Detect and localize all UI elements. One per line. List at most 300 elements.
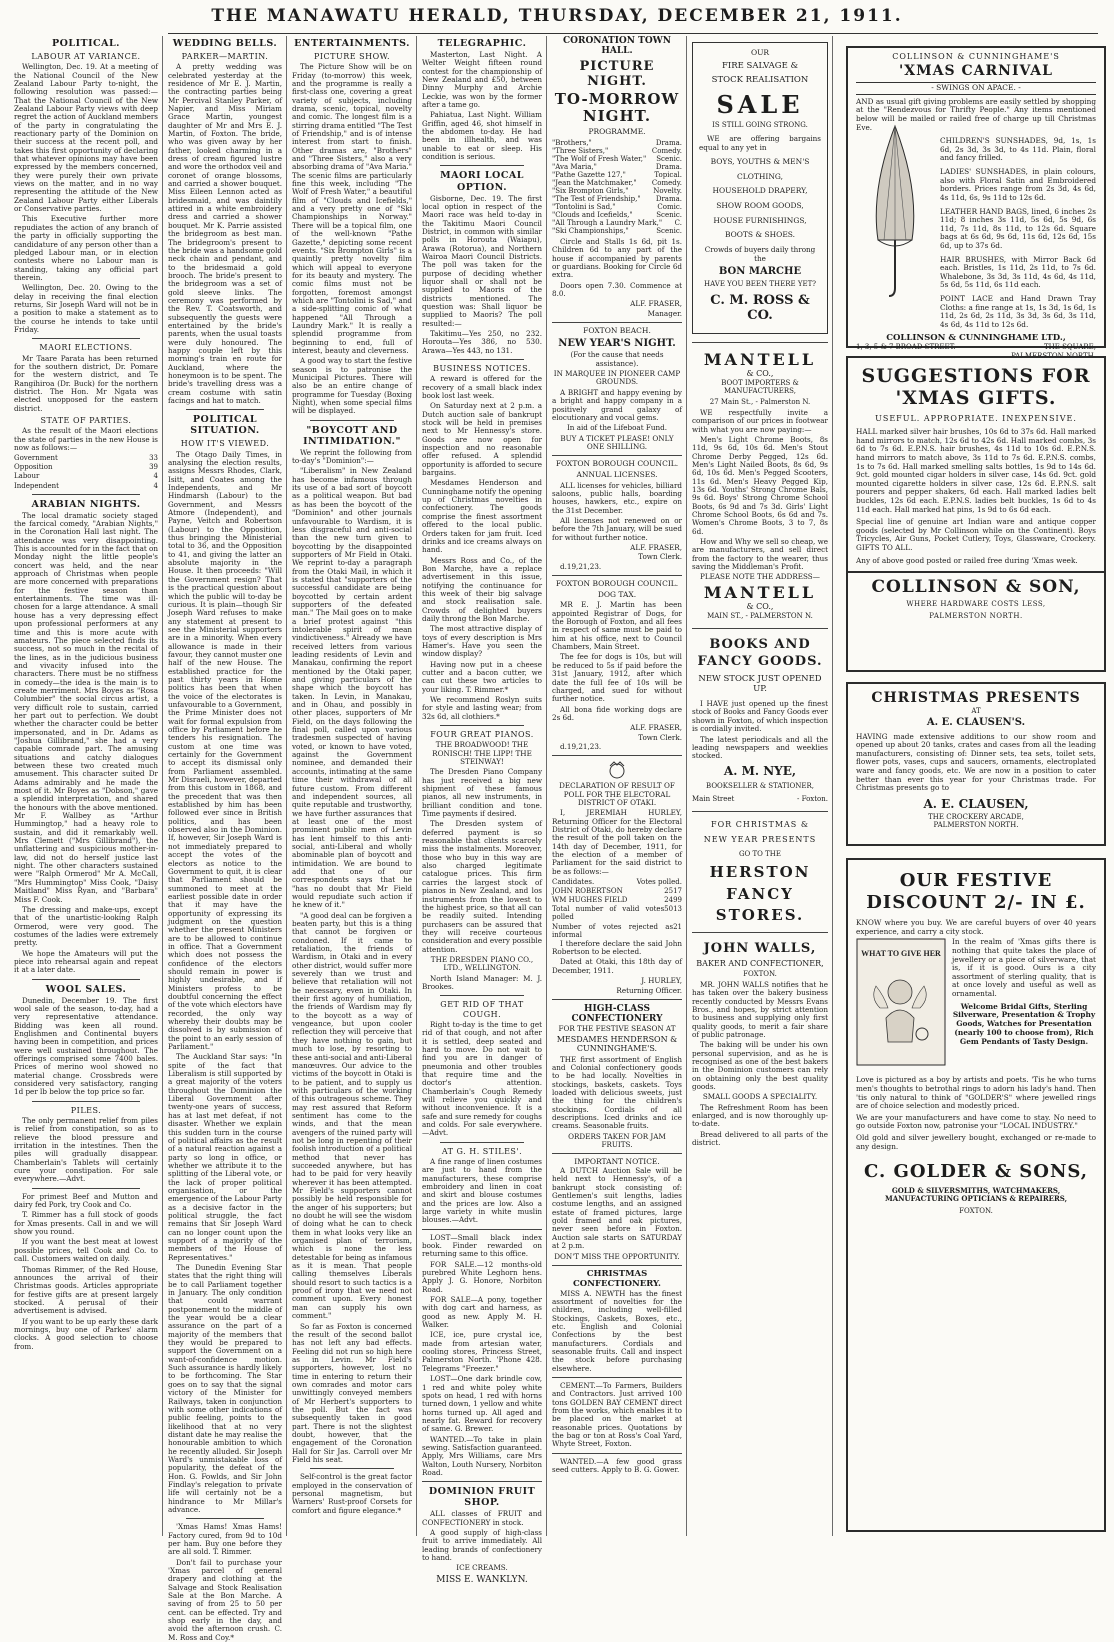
film-title: "The Wolf of Fresh Water," xyxy=(552,154,647,163)
party-row xyxy=(14,472,158,480)
pianos-para: The Dresden system of deferred payment is so reasonable that clients scarcely miss the instalments. Moreover, those who buy in this way are also charged legitimate catalogue prices. This firm carries the largest stock of pianos in New Zealand, and los instruments from the lowest to the highest price, so that all can be readily suited. Intending purchasers can be assured that they will receive courteous consideration and every possible attention. xyxy=(422,819,542,954)
arabian-nights-heading: ARABIAN NIGHTS. xyxy=(31,498,141,510)
nye-name: A. M. NYE, xyxy=(723,763,797,778)
film-kind: Scenic. xyxy=(656,227,682,236)
confectionery-sub: FOR THE FESTIVE SEASON AT xyxy=(558,1023,676,1033)
dog-tax-body: The fee for dogs is 10s, but will be reduced to 5s if paid before the 31st January, 1912, after which date the full fee of 10s will be charged, and sued for without further notice. xyxy=(552,652,682,704)
political-situation-subhead: HOW IT'S VIEWED. xyxy=(180,439,270,449)
ross-line: CLOTHING, xyxy=(736,171,784,181)
business-notice: Mesdames Henderson and Cunninghame notify the opening up of Christmas novelties in confectionery. The goods comprise the finest assortment offered to the local public. Orders taken for jam fruit. Iced drinks and ice creams always on hand. xyxy=(422,478,542,555)
total-label: Total number of valid votes polled xyxy=(552,905,665,922)
state-of-parties-heading: STATE OF PARTIES. xyxy=(40,415,132,425)
candidate-votes: 2517 xyxy=(664,887,682,896)
film-title: "Brothers," xyxy=(552,138,592,147)
fruit-shop-heading: DOMINION FRUIT SHOP. xyxy=(428,1486,536,1509)
divider xyxy=(186,409,264,410)
clausen-arcade: THE CROCKERY ARCADE, xyxy=(928,812,1024,821)
wool-sales-para: Dunedin, December 19. The first wool sale of the season, to-day, had a very representative attendance. Bidding was keen all round. Englishmen and Continental buyers having been in competition, and prices were well sustained throughout. The offerings comprised some 7400 bales. Prices of merino wool showed no material change. Crossbreds were considered very satisfactory, ranging 1d per lb below the top price so far. xyxy=(14,995,158,1097)
walls-body: Bread delivered to all parts of the district. xyxy=(692,1129,828,1148)
confectionery-heading: HIGH-CLASS CONFECTIONERY xyxy=(571,1003,663,1025)
poll-row xyxy=(552,887,682,895)
golder-town: FOXTON. xyxy=(959,1207,993,1216)
local-notice: Self-control is the great factor employed in the conservation of personal magnetism, but Warners' Rust-proof Corsets for comfort and figure elegance.* xyxy=(292,1472,412,1515)
beach-ticket: BUY A TICKET PLEASE! ONLY ONE SHILLING. xyxy=(560,433,674,451)
party-value: 39 xyxy=(149,463,158,472)
local-notice: Thomas Rimmer, of the Red House, announces the arrival of their Christmas goods. Articles appropriate for festive gifts are at present largely stocked. A perusal of their advertisement is advised. xyxy=(14,1264,158,1316)
books-body: I HAVE just opened up the finest stock of Books and Fancy Goods ever shown in Foxton, of which inspection is cordially invited. xyxy=(692,699,828,734)
divider xyxy=(692,811,828,812)
candidate-name: JOHN ROBERTSON xyxy=(552,887,623,896)
pianos-heading: FOUR GREAT PIANOS. xyxy=(430,730,534,740)
important-notice-tag: DON'T MISS THE OPPORTUNITY. xyxy=(554,1251,680,1261)
political-heading: POLITICAL. xyxy=(52,38,120,49)
film-kind: Scenic. xyxy=(656,154,682,163)
programme-item xyxy=(552,227,682,235)
new-years-night: NEW YEAR'S NIGHT. xyxy=(558,337,676,349)
divider xyxy=(692,932,828,933)
divider xyxy=(552,575,682,576)
poll-header xyxy=(552,878,682,886)
confectionery-body: THE first assortment of English and Colonial confectionery goods to be had locally. Novelties in stockings, baskets, caskets. Toys loaded with delicious sweets, just the thing for the children's stockings. Cordials of all descriptions. Iced drinks and ice creams. Seasonable fruits. xyxy=(552,1054,682,1131)
maori-elections-heading: MAORI ELECTIONS. xyxy=(39,343,133,353)
candidate-votes: 2499 xyxy=(664,896,682,905)
party-label: Opposition xyxy=(14,463,53,472)
arabian-nights-para: The local dramatic society staged the farcical comedy, "Arabian Nights," in the Coronation Hall last night. The attendance was very disappointing. This is accounted for in the fact that on Monday night the little people's concert was held, and the near approach of Christmas when people are more concerned with preparations for the festive season than entertainments. The time was ill-chosen for a large attendance. A small house has a very depressing effect upon professional performers at any time and this is more acute with amateurs. The piece selected finds its success, not so much in the recital of the lines, as in the judicious business and vivacity infused into the characters. There must be no stiffness in comedy—the idea is the main is to create merriment. Mrs Boyes as "Rosa Columbier" the social circus artist, a very difficult role to sustain, carried her part out to perfection. We doubt whether the character could be better impersonated, and in Dr. Adams as "Joshua Gillibrand," she had a very capable comrade part. The amusing situations and catchy dialogues between these two created much amusement. This character suited Dr Adams admirably and he made the most of it. Mr Boyes as "Dobson," gave a splendid interpretation, and shared the honours with the above mentioned. Mr F. Wallbey as "Arthur Hummingtop," had a heavy role to sustain, and did it remarkably well. Mrs Clemett ("Mrs Gillibrand"), the unflattering and suspicious mother-in-law, did not do herself justice last night. The other characters sustained were "Ralph Ormerod" Mr A. McCall, "Mrs Hummingtop" Miss Cook, "Daisy Maitland" Miss Ryan, and "Barbara" Miss F. Cook. xyxy=(14,510,158,904)
divider xyxy=(552,1265,682,1266)
dog-tax-body: All bona fide working dogs are 2s 6d. xyxy=(552,704,682,722)
local-notice: T. Rimmer has a full stock of goods for Xmas presents. Call in and we will show you round. xyxy=(14,1210,158,1237)
divider xyxy=(310,1468,394,1469)
column-6 xyxy=(692,36,828,1536)
film-title: "All Through a Laundry Mark," xyxy=(552,218,663,227)
stiles-para: A fine range of linen costumes are just to hand from the manufacturers, these comprise embroidery and linen in coat and skirt and blouse costumes and the prices are low. Also a large variety in white muslin blouses.—Advt. xyxy=(422,1156,542,1225)
entertainments-para: A good way to start the festive season is to patronise the Municipal Pictures. There will also be an entire change of programme for Tuesday (Boxing Night), when some special films will be displayed. xyxy=(292,356,412,416)
mantell-how: How and Why we sell so cheap, we are manufacturers, and sell direct from the factory to the wearer, thus saving the Middleman's Profit. xyxy=(692,537,828,572)
divider xyxy=(552,322,682,323)
political-situation-heading: POLITICAL SITUATION. xyxy=(190,414,260,437)
business-notices-heading: BUSINESS NOTICES. xyxy=(433,364,531,374)
beach-marquee: IN MARQUEE IN PIONEER CAMP GROUNDS. xyxy=(553,369,681,387)
clausen-name: A. E. CLAUSEN'S. xyxy=(926,716,1026,728)
maori-local-option-para: Gisborne, Dec. 19. The first local option in respect of the Maori race was held to-day in the Takitimu Maori Council District, in common with similar polls in Horouta (Waiapu), Arawa (Rotorua), and Northern Wairoa Maori Council Districts. The poll was taken for the purpose of deciding whether liquor shall or shall not be supplied to Maoris of the districts mentioned. The question was: Shall liquor be supplied to Maoris? The poll resulted:— xyxy=(422,193,542,328)
party-value: 4 xyxy=(153,472,158,481)
divider xyxy=(440,359,524,360)
column-rule xyxy=(162,36,163,1536)
suggestions-special: Special line of genuine art Indian ware and antique copper goods (selected by Mr Collinson while on the Continent). Boys Tricycles, Air Guns, Pocket Cutlery, Toys, Glassware, Crockery. GIFTS TO ALL. xyxy=(856,517,1096,553)
herston-line-2: NEW YEAR PRESENTS xyxy=(703,834,817,844)
political-situation-para: The Otago Daily Times, in analysing the election results, assigns Messrs Rhodes, Clark, Isitt, and Coates among the Independents, and Mr Hindmarsh (Labour) to the Government, and Messrs Atmore (Independent), and Payne, Veitch and Robertson (Labour) to the Opposition, thus bringing the Ministerial total to 36, and the Opposition to 41, and giving the latter an absolute majority in the House. It then proceeds: "Will the Government resign? That is the practical question about which the public will to-day be curious. It is plain—though Sir Joseph Ward refuses to make any statement at present to see the Ministerial supporters are in a minority. When every allowance is made in their favour, they cannot muster one half of the new House. The established practice for the past thirty years in Home politics has been that when the voice of the electorates is unfavourable to a Government, the Prime Minister does not wait for formal expulsion from office by Parliament before he tenders his resignation. The custom at one time was certainly for the Government to accept its dismissal only from Parliament assembled. Mr Disraeli, however, departed from this custom in 1868, and the precedent that was then established by him has been followed ever since in British politics, and has been observed also in the Dominion. If, however, Sir Joseph Ward is not immediately prepared to accept the votes of the electors as notice to the Government to quit, it is clear that Parliament should be summoned to meet at the earliest possible date in order that it may have the opportunity of expressing its judgment on the question whether the present Ministers are to be allowed to continue in office. That a Government which does not possess the confidence of the electors should remain in power is highly undesirable, and if Ministers profess to be doubtful concerning the effect of the vote which electors have recorded, the only way whereby their doubts may be dissolved is by submission of the point to an early session of Parliament." xyxy=(168,449,282,1052)
signature-role: Returning Officer. xyxy=(616,985,682,995)
political-para: This Executive further more repudiates the action of any branch of the party in officially supporting the candidature of any person other than a pledged Labour man, or in election contests where no Labour man is standing, taking any official part therein. xyxy=(14,214,158,282)
stiles-heading: AT G. H. STILES'. xyxy=(441,1146,523,1156)
telegraphic-para: Pahiatua, Last Night. William Griffin, aged 46, shot himself in the abdomen to-day. He had been in illhealth, and was unable to eat or sleep. His condition is serious. xyxy=(422,110,542,162)
total-votes: 5013 xyxy=(664,905,682,914)
suggestions-advert xyxy=(846,356,1106,672)
ross-bon-marche: BON MARCHE xyxy=(718,265,802,277)
film-kind: Drama. xyxy=(655,138,682,147)
divider xyxy=(32,494,140,495)
classified-ad: ICE, ice, pure crystal ice, made from artesian water, cooling stores, Princess Street, Palmerston North. 'Phone 428. Telegrams "Freezer." xyxy=(422,1330,542,1373)
mantell-trade: BOOT IMPORTERS & MANUFACTURERS, xyxy=(721,378,799,395)
telegraphic-heading: TELEGRAPHIC. xyxy=(437,38,527,49)
film-title: "The Test of Friendship," xyxy=(552,194,641,203)
books-body: The latest periodicals and all the leading newspapers and weeklies stocked. xyxy=(692,734,828,761)
clausen-name-2: A. E. CLAUSEN, xyxy=(923,796,1029,811)
film-kind: Comedy. xyxy=(651,178,682,187)
carnival-swings: - SWINGS ON APACE. - xyxy=(856,82,1096,95)
declaration-declare: I therefore declare the said John Robertson to be elected. xyxy=(552,938,682,957)
candidate-name: WM HUGHES FIELD xyxy=(552,896,628,905)
votes-label: Votes polled. xyxy=(636,878,682,887)
carnival-item: LADIES' SUNSHADES, in plain colours, also with Floral Satin and Embroidered borders. Prices range from 2s 3d, 4s 6d, 4s 11d, 6s, 9s 11d to 12s 6d. xyxy=(940,167,1096,202)
programme-item xyxy=(552,187,682,195)
walls-body: The Refreshment Room has been enlarged, and is now thoroughly up-to-date. xyxy=(692,1102,828,1129)
local-notice: If you want the best meat at lowest possible prices, tell Cook and Co. to call. Customers waited on daily. xyxy=(14,1237,158,1264)
carnival-item: HAIR BRUSHES, with Mirror Back 6d each. Bristles, 1s 11d, 2s 11d, to 7s 6d. Whalebone, 3s 3d, 3s 11d, 4s 6d, 4s 11d, 5s 6d, 5s 11d, 6s 11d each. xyxy=(940,254,1096,290)
programme-item xyxy=(552,139,682,147)
classified-ad: FOR SALE—A pony, together with dog cart and harness, as good as new. Apply M. H. Walker. xyxy=(422,1295,542,1330)
programme-item xyxy=(552,155,682,163)
signature: J. HURLEY, xyxy=(641,976,682,986)
business-notice: Messrs Ross and Co., of the Bon Marche, have a replace advertisement in this issue, notifying the continuance for this week of their big salvage and stock realisation sale. Crowds of delighted buyers daily throng the Bon Marche. xyxy=(422,555,542,623)
candidates-label: Candidates. xyxy=(552,878,595,887)
ross-crowds: Crowds of buyers daily throng the xyxy=(704,245,816,263)
notice-ref: d.19,21,23. xyxy=(560,741,602,751)
column-3 xyxy=(292,36,412,1536)
golder-trade: GOLD & SILVERSMITHS, WATCHMAKERS, MANUFACTURING OPTICIANS & REPAIRERS, xyxy=(884,1185,1068,1203)
clausen-heading: CHRISTMAS PRESENTS xyxy=(871,690,1081,706)
divider xyxy=(422,1229,542,1230)
party-row xyxy=(14,463,158,471)
divider xyxy=(552,1453,682,1454)
divider xyxy=(422,1481,542,1482)
golder-manufacturers: We are your manufacturers and have come to stay. No need to go outside Foxton now, patronise your "LOCAL INDUSTRY." xyxy=(856,1112,1096,1131)
ross-our: OUR xyxy=(750,48,770,57)
dog-tax-heading: FOXTON BOROUGH COUNCIL. xyxy=(555,579,679,589)
carnival-firm: COLLINSON & CUNNINGHAME'S xyxy=(892,52,1060,61)
ross-line: HOUSEHOLD DRAPERY, xyxy=(712,186,808,196)
carnival-footer: COLLINSON & CUNNINGHAME LTD., xyxy=(886,333,1066,344)
herston-line-3: GO TO THE xyxy=(738,850,782,859)
divider xyxy=(692,342,828,343)
divider xyxy=(32,338,140,339)
wool-sales-heading: WOOL SALES. xyxy=(45,983,127,995)
classified-ad: FOR SALE.—12 months-old purebred White Leghorn hens. Apply J. G. Honore, Norbiton Road. xyxy=(422,1259,542,1294)
nye-street: Main Street xyxy=(692,794,735,803)
herston-name-2: FANCY xyxy=(726,884,794,903)
divider xyxy=(552,755,682,756)
mantell-note: PLEASE NOTE THE ADDRESS— xyxy=(700,572,820,582)
local-notice: For primest Beef and Mutton and dairy fed Pork, try Cook and Co. xyxy=(14,1191,158,1210)
divider xyxy=(32,1188,140,1189)
political-situation-para: The Dunedin Evening Star states that the right thing will be to call Parliament together in January. The only condition that could warrant postponement to the middle of the year would be a clear assurance on the part of a majority of the members that they would be prepared to support the Government on a want-of-confidence motion. Such assurance is hardly likely to be forthcoming. The Star goes on to say that the signal victory of the Minister for Railways, taken in conjunction with some other indications of public feeling, points to the likelihood that at no very distant date he may realise the honourable ambition to which he recently alluded. Sir Joseph Ward's unmistakable loss of popularity, the defeat of the Hon. G. Fowlds, and Sir John Findlay's relegation to private life will certainly not be a hindrance to Mr Millar's advance. xyxy=(168,1263,282,1514)
signature-role: Town Clerk. xyxy=(638,552,682,562)
collinson-son-tag: WHERE HARDWARE COSTS LESS, xyxy=(906,600,1046,609)
political-situation-para: The Auckland Star says: "In spite of the fact that Liberalism is still supported by a great majority of the voters throughout the Dominion the Liberal Government after twenty-one years of success, has at last met defeat, if not disaster. Whether we explain this sudden turn in the course of political affairs as the result of a natural reaction against a party so long in office, or whether we attribute it to the splitting of the Liberal vote, or the lack of proper political organisation, or the emergence of the Labour Party as a decisive factor in the political struggle, the fact remains that Sir Joseph Ward can no longer count upon the support of a majority of the members of the House of Representatives." xyxy=(168,1052,282,1262)
books-heading: BOOKS AND FANCY GOODS. xyxy=(697,636,823,669)
film-kind: C. xyxy=(674,218,682,227)
boycott-para: We reprint the following from to-day's "Dominion":— xyxy=(292,447,412,466)
nye-address xyxy=(692,795,828,803)
foxton-beach-heading: FOXTON BEACH. xyxy=(583,326,651,336)
divider xyxy=(32,979,140,980)
divider xyxy=(440,165,524,166)
mantell-address-2: MAIN ST., - PALMERSTON N. xyxy=(707,611,813,620)
column-1 xyxy=(14,36,158,1536)
signature: ALF. FRASER, xyxy=(630,723,682,733)
political-para: Wellington, Dec. 19. At a meeting of the National Council of the New Zealand Labour Party to-night, the following resolution was passed:— That the National Council of the New Zealand Labour Party views with deep regret the action of Auckland members of the party in congratulating the reactionary party of the Dominion on their success at the recent poll, and takes this first opportunity of declaring that whatever opinions may have been expressed by the members concerned, they were purely their own private views on the matter, and in no way representing the attitude of the New Zealand Labour Party either Liberals or Conservative parties. xyxy=(14,62,158,214)
nye-role: BOOKSELLER & STATIONER, xyxy=(706,782,814,791)
signature-role: Town Clerk. xyxy=(638,732,682,742)
programme-item xyxy=(552,171,682,179)
programme-item xyxy=(552,179,682,187)
fruit-shop-para: A good supply of high-class fruit to arrive immediately. All leading brands of confectionery to hand. xyxy=(422,1528,542,1563)
ross-firm: C. M. ROSS & CO. xyxy=(710,292,810,323)
piles-para: The only permanent relief from piles is relief from constipation, so as to relieve the blood pressure and irritation in the intestines. Then the piles will gradually disappear. Chamberlain's Tablets will certainly cure your constipation. For sale everywhere.—Advt. xyxy=(14,1116,158,1184)
licenses-heading: FOXTON BOROUGH COUNCIL. xyxy=(555,459,679,469)
film-kind: Novelty. xyxy=(653,186,682,195)
collinson-son-name: COLLINSON & SON, xyxy=(871,577,1081,598)
film-title: "Jean the Matchmaker," xyxy=(552,178,637,187)
carnival-address xyxy=(856,343,1096,351)
programme-label: PROGRAMME. xyxy=(588,126,646,136)
declaration-dated: Dated at Otaki, this 18th day of December, 1911. xyxy=(552,957,682,975)
maori-local-option-heading: MAORI LOCAL OPTION. xyxy=(440,170,524,193)
golder-old-gold: Old gold and silver jewellery bought, exchanged or re-made to any design. xyxy=(856,1133,1096,1151)
boycott-para: So far as Foxton is concerned the result of the second ballot has not left any bad effects. Feeling did not run so high here as in Levin. Mr Field's supporters, however, lost no time in entering to return their own comrades and motor cars unwittingly conveyed members of Mr Herbert's supporters to the poll. But the fact was subsequently taken in good part. There is not the slightest doubt, however, that the engagement of the Coronation Hall for Sir Jas. Carroll over Mr Field his seat. xyxy=(292,1321,412,1464)
carnival-item: LEATHER HAND BAGS, lined, 6 inches 2s 11d; 8 inches 3s 11d, 5s 6d, 5s 9d, 6s 11d, 7s 11d, 8s 11d, to 12s 6d. Square bags at 6s 6d, 9s 6d, 11s 6d, 12s 6d, 15s 6d, up to 37s 6d. xyxy=(940,206,1096,250)
local-notice: If you want to be up early these dark mornings, buy one of Parkes' alarm clocks. A good selection to choose from. xyxy=(14,1316,158,1351)
ross-line: HOUSE FURNISHINGS, xyxy=(713,215,807,225)
signature: ALF. FRASER, xyxy=(630,543,682,552)
telegraphic-para: Masterton, Last Night. A Welter Weight fifteen round contest for the championship of New Zealand and £50, between Dinny Murphy and Archie Leckie, was won by the former after a tame go. xyxy=(422,50,542,110)
walls-name: JOHN WALLS, xyxy=(703,941,817,957)
golder-body: In the realm of 'Xmas gifts there is nothing that quite takes the place of jewellery or a piece of silverware, that is, if it is good. Ours is a city assortment of sterling quality, that is at once lovely and useful as well as ornamental. xyxy=(952,937,1096,999)
entertainments-heading: ENTERTAINMENTS. xyxy=(294,38,410,49)
divider xyxy=(440,1142,524,1143)
signature: ALF. FRASER, xyxy=(630,299,682,309)
poll-row xyxy=(552,923,682,939)
programme-item xyxy=(552,147,682,155)
walls-special: SMALL GOODS A SPECIALITY. xyxy=(702,1092,818,1102)
herston-name-3: STORES. xyxy=(715,906,805,925)
carnival-address-left: 1, 3, 5 & 7 BROAD STREET. xyxy=(856,343,956,352)
christmas-confectionery-heading: CHRISTMAS CONFECTIONERY. xyxy=(573,1268,661,1289)
suggestions-sub: USEFUL. APPROPRIATE. INEXPENSIVE. xyxy=(875,413,1077,423)
licenses-sub: ANNUAL LICENSES. xyxy=(576,469,658,479)
beach-note: (For the cause that needs assistance). xyxy=(570,350,664,368)
nye-town: - Foxton. xyxy=(797,794,828,803)
wanted-notice: WANTED.—A few good grass seed cutters. Apply to B. G. Gower. xyxy=(552,1456,682,1475)
local-notice: 'Xmas Hams! Xmas Hams! Factory cured, from 9d to 10d per ham. Buy one before they are all sold. T. Rimmer. xyxy=(168,1522,282,1557)
cough-heading: GET RID OF THAT COUGH. xyxy=(440,1000,524,1019)
divider xyxy=(310,420,394,421)
local-notice: Don't fail to purchase your 'Xmas parcel of general drapery and clothing at the Salvage and Stock Realisation Sale at the Bon Marche. A saving of from 25 to 50 per cent. can be effected. Try and shop early in the day, and avoid the afternoon crush. C. M. Ross and Coy.* xyxy=(168,1557,282,1642)
boycott-para: "Liberalism" in New Zealand has become infamous through its use of a bad sort of boycott as a political weapon. But bad as has been the boycott of the "Dominion" and other journals unfavourable to Wardism, it is less disgraceful and anti-social than the new turn given to boycotting by the disappointed supporters of Mr Field in Otaki. We reprint to-day a paragraph from the Otaki Mail, in which it is stated that "supporters of the successful candidate are being boycotted by certain ardent supporters of the defeated man." The Mail goes on to make a brief protest against "this intolerable spirit of mean vindictiveness." Already we have received letters from various leading residents of Levin and Manakau, confirming the report mentioned by the Otaki paper, and giving particulars of the shape which the boycott has taken. In Levin, in Manakau, and in Ohau, and possibly in other places, supporters of Mr Field, on the days following the final poll, called upon various tradesmen suspected of having voted, or known to have voted, against the Government nominee, and demanded their accounts, intimating at the same time their withdrawal of all future custom. From different and independent sources, all quite reputable and trustworthy, we have further assurances that at least one of the most prominent public men of Levin has lent himself to this anti-social, anti-Liberal and wholly abominable plan of boycott and intimidation. We are bound to add that one of our correspondents says that he "has no doubt that Mr Field would repudiate such action if he knew of it." xyxy=(292,466,412,910)
royal-crest-icon xyxy=(605,760,629,780)
ross-line: SHOW ROOM GOODS, xyxy=(716,201,804,211)
carnival-item: CHILDREN'S SUNSHADES, 9d, 1s, 1s 6d, 2s 3d, 3s 3d, to 4s 11d. Plain, floral and fancy frilled. xyxy=(940,136,1096,163)
boycott-heading: "BOYCOTT AND INTIMIDATION." xyxy=(303,424,401,447)
clausen-city: PALMERSTON NORTH. xyxy=(933,821,1019,830)
picture-night: PICTURE NIGHT. xyxy=(579,58,655,89)
dog-tax-sub: DOG TAX. xyxy=(597,589,637,599)
ross-sale: SALE xyxy=(716,90,804,120)
cupid-vignette-icon xyxy=(856,938,946,1066)
books-sub: NEW STOCK JUST OPENED UP. xyxy=(698,674,822,695)
maori-local-option-para: Takitimu—Yes 250, no 232. Horouta—Yes 386, no 530. Arawa—Yes 443, no 131. xyxy=(422,329,542,355)
confectionery-orders: ORDERS TAKEN FOR JAM FRUITS. xyxy=(568,1131,666,1150)
film-title: "Six Brompton Girls," xyxy=(552,186,629,195)
golder-highlights: Welcome Bridal Gifts, Sterling Silverware, Presentation & Trophy Goods, Watches for Presentation (nearly 100 to choose from), Rich Gem Pendants of Tasty Design. xyxy=(952,1001,1096,1046)
programme-item xyxy=(552,203,682,211)
poll-row xyxy=(552,896,682,904)
walls-body: MR. JOHN WALLS notifies that he has taken over the bakery business recently conducted by Messrs Evans Bros., and hopes, by strict attention to business and supplying only first quality goods, to merit a fair share of public patronage. xyxy=(692,979,828,1039)
ross-title-2: STOCK REALISATION xyxy=(711,74,809,85)
ross-have: HAVE YOU BEEN THERE YET? xyxy=(703,280,817,289)
entertainments-para: The Picture Show will be on Friday (to-morrow) this week, and the programme is really a first-class one, covering a great variety of subjects, including drama, scenic, topical, novelty and comic. The longest film is a stirring drama entitled "The Test of Friendship," and is of intense interest from start to finish. Other dramas are, "Brothers" and "Three Sisters," also a very absorbing drama of "Ava Maria." The scenic films are particularly fine this week, including "The Wolf of Fresh Water," a beautiful film of "Clouds and Icefields," and a very pretty one of "Ski Championships in Norway." There will be a topical film, one of the well-known "Pathe Gazette," depicting some recent events. "Six Brompton Girls" is a quaintly pretty novelty film which will appeal to everyone for its beauty and mystery. The comic films must not be forgotten, foremost amongst which are "Tontolini is Sad," and a side-splitting comic of what happened "All Through a Laundry Mark." It is really a splendid programme from beginning to end, full of interest, beauty and cleverness. xyxy=(292,62,412,355)
herston-line-1: FOR CHRISTMAS & xyxy=(711,819,809,829)
column-5 xyxy=(552,36,682,1536)
coronation-heading: CORONATION TOWN HALL. xyxy=(562,36,672,57)
film-kind: Comic. xyxy=(657,202,682,211)
party-value: 4 xyxy=(153,481,158,490)
beach-body: A BRIGHT and happy evening by a bright and happy company in a positively grand galaxy of elocutionary and vocal gems. xyxy=(552,387,682,422)
column-rule xyxy=(546,36,547,1536)
party-value: 33 xyxy=(149,454,158,463)
ross-line: BOYS, YOUTHS & MEN'S xyxy=(710,157,810,167)
programme-item xyxy=(552,219,682,227)
party-row xyxy=(14,482,158,490)
wedding-heading: WEDDING BELLS. xyxy=(172,38,278,49)
masthead: THE MANAWATU HERALD, THURSDAY, DECEMBER 21, 1911. xyxy=(211,6,903,26)
classified-ad: LOST—Small black index book. Finder rewarded on returning same to this office. xyxy=(422,1232,542,1259)
mantell-name: MANTELL xyxy=(703,349,817,369)
film-kind: Topical. xyxy=(654,170,682,179)
divider xyxy=(692,628,828,629)
divider xyxy=(552,999,682,1000)
fruit-shop-owner: MISS E. WANKLYN. xyxy=(436,1574,528,1585)
informal-label: Number of votes rejected as informal xyxy=(552,922,674,939)
declaration-heading: DECLARATION OF RESULT OF POLL FOR THE ELECTORAL DISTRICT OF OTAKI. xyxy=(559,781,675,807)
divider xyxy=(440,725,524,726)
divider xyxy=(552,1377,682,1378)
clausen-at: AT xyxy=(971,706,981,715)
film-kind: Comedy. xyxy=(651,146,682,155)
carnival-address-right: THE SQUARE, xyxy=(1044,343,1096,352)
notice-ref: d.19,21,23. xyxy=(560,561,602,571)
ross-advert xyxy=(692,42,828,334)
fruit-shop-line: ICE CREAMS. xyxy=(456,1563,508,1573)
mantell-name-2: MANTELL xyxy=(703,582,817,602)
dog-tax-body: MR E. J. Martin has been appointed Registrar of Dogs, for the Borough of Foxton, and all fees in respect of same must be paid to him at his office, next to Council Chambers, Main Street. xyxy=(552,600,682,652)
mantell-co: & CO., xyxy=(746,369,774,379)
vignette-caption: WHAT TO GIVE HER xyxy=(861,949,941,959)
signature-role: Manager. xyxy=(647,308,682,318)
licenses-body: All licenses not renewed on or before the 7th January, will be sued for without further notice. xyxy=(552,515,682,542)
divider xyxy=(552,1153,682,1154)
carnival-title: 'XMAS CARNIVAL xyxy=(899,63,1053,80)
suggestions-postage: Any of above good posted or railed free during 'Xmas week. xyxy=(856,555,1078,565)
column-4 xyxy=(422,36,542,1585)
programme-item xyxy=(552,195,682,203)
mantell-co-2: & CO., xyxy=(746,602,774,612)
to-morrow-night: TO-MORROW NIGHT. xyxy=(554,90,680,126)
maori-elections-para: Mr Taare Parata has been returned for the southern district, Dr. Pomare for the western district, and Te Rangihiroa (Dr. Buck) for the northern district. The Hon. Mr Ngata was elected unopposed for the eastern district. xyxy=(14,353,158,413)
mantell-prices: Men's Light Chrome Boots, 8s 11d, 9s 6d, 10s 6d. Men's Stout Chrome Derby Pegged, 12s 6d. Men's Light Nailed Boots, 8s 6d, 9s 6d, 10s 6d. Men's Pegged Scooters, 11s 6d. Men's Heavy Pegged Kip, 13s 6d. Youths' Strong Chrome Bals, 9s 6d. Boys' Strong Chrome School Boots, 6s 9d and 7s 3d. Girls' Light Chrome School Boots, 6s 6d and 7s. Women's Chrome Boots, 3 to 7, 8s 6d. xyxy=(692,434,828,536)
pianos-subhead: THE BROADWOOD! THE RONISCH! THE LIPP! THE STEINWAY! xyxy=(432,740,532,767)
divider xyxy=(440,995,524,996)
ross-going: IS STILL GOING STRONG. xyxy=(712,121,808,130)
carnival-advert xyxy=(846,46,1106,352)
suggestions-heading: SUGGESTIONS FOR 'XMAS GIFTS. xyxy=(861,365,1091,409)
informal-votes: 21 xyxy=(673,922,682,931)
political-para: Wellington, Dec. 20. Owing to the delay in receiving the final election returns, Sir Joseph Ward will not be in a position to make a statement as to the course he intends to take until Friday. xyxy=(14,283,158,334)
declaration-body: I, JEREMIAH HURLEY, Returning Officer for the Electoral District of Otaki, do hereby declare the result of the poll taken on the 14th day of December, 1911, for the election of a member of Parliament for the said district to be as follows:— xyxy=(552,808,682,876)
ross-line: BOOTS & SHOES. xyxy=(724,230,796,240)
carnival-intro: AND as usual gift giving problems are easily settled by shopping at the "Rendezvous for Thrifty People." Any items mentioned below will be mailed or railed free of charge up till Christmas Eve. xyxy=(856,96,1096,132)
political-subhead: LABOUR AT VARIANCE. xyxy=(31,52,141,62)
column-rule xyxy=(686,36,687,1536)
golder-heading: OUR FESTIVE DISCOUNT 2/- IN £. xyxy=(866,870,1086,913)
film-title: "Clouds and Icefields," xyxy=(552,210,633,219)
entertainments-subhead: PICTURE SHOW. xyxy=(313,52,391,62)
walls-town: FOXTON. xyxy=(743,969,777,978)
licenses-body: ALL licenses for vehicles, billiard saloons, public halls, boarding houses, hawkers, etc., expire on the 31st December. xyxy=(552,480,682,515)
herston-name: HERSTON xyxy=(709,863,811,882)
wedding-subhead: PARKER—MARTIN. xyxy=(181,52,269,62)
column-2 xyxy=(168,36,282,1642)
divider xyxy=(32,1101,140,1102)
state-of-parties-intro: As the result of the Maori elections the state of parties in the new House is now as follows:— xyxy=(14,426,158,452)
party-label: Labour xyxy=(14,472,40,481)
parasol-icon xyxy=(862,120,928,300)
doors-open: Doors open 7.30. Commence at 8.0. xyxy=(552,280,682,299)
beach-aid: In aid of the Lifeboat Fund. xyxy=(566,423,668,433)
confectionery-firm: MESDAMES HENDERSON & CUNNINGHAME'S. xyxy=(556,1035,678,1054)
golder-firm: C. GOLDER & SONS, xyxy=(863,1161,1089,1183)
party-label: Independent xyxy=(14,481,59,490)
business-notice: We recommend Roslyn suits for style and lasting wear; from 32s 6d, all clothiers.* xyxy=(422,695,542,721)
walls-body: The baking will be under his own personal supervision, and as he is recognised as one of the best bakers in the Dominion customers can rely on obtaining only the best quality goods. xyxy=(692,1040,828,1092)
party-label: Government xyxy=(14,454,58,463)
cough-para: Right to-day is the time to get rid of that cough, and not after it is settled, deep seated and hard to move. Do not wait to find you are in danger of pneumonia and other troubles that require time and the doctor's attention. Chamberlain's Cough Remedy will relieve you quickly and without inconvenience. It is a safe and sure remedy for coughs and colds. For sale everywhere.—Advt. xyxy=(422,1019,542,1138)
divider xyxy=(552,455,682,456)
film-title: "Pathe Gazette 127," xyxy=(552,170,626,179)
pianos-manager: North Island Manager: M. J. Brookes. xyxy=(422,973,542,991)
film-kind: Drama. xyxy=(655,162,682,171)
arabian-nights-para: The dressing and make-ups, except that of the unartistic-looking Ralph Ormerod, were very good. The costumes of the ladies were extremely pretty. xyxy=(14,904,158,948)
classified-ad: WANTED.—To take in plain sewing. Satisfaction guaranteed. Apply, Mrs Williams, care Mrs Walton, Louth Nursery, Norbiton Road. xyxy=(422,1434,542,1477)
pianos-para: The Dresden Piano Company has just received a big new shipment of these famous pianos, all new instruments, in brilliant condition and tone. Time payments if desired. xyxy=(422,767,542,819)
ross-title-1: FIRE SALVAGE & xyxy=(721,60,799,71)
cement-notice: CEMENT.—To Farmers, Builders and Contractors. Just arrived 100 tons GOLDEN BAY CEMENT direct from the works, which enables it to be placed on the market at reasonable prices. Quotations by the bag or ton at Ross's Coal Yard, Whyte Street, Foxton. xyxy=(552,1381,682,1449)
carnival-item: POINT LACE and Hand Drawn Tray Cloths: a fine range at 1s, 1s 3d, 1s 6d, 1s 11d, 2s 6d, 2s 11d, 3s 3d, 3s 6d, 3s 11d, 4s 6d, 4s 11d to 12s 6d. xyxy=(940,293,1096,329)
classified-ad: LOST—One dark brindle cow, 1 red and white poley white spots on head, 1 red with horns turned down, 1 yellow and white horns turned up. All aged and nearly fat. Reward for recovery of same. G. Brewer. xyxy=(422,1374,542,1434)
wedding-para: A pretty wedding was celebrated yesterday at the residence of Mr E. J. Martin, the contracting parties being Mr Percival Stanley Parker, of Napier, and Miss Miriam Grace Martin, youngest daughter of Mr and Mrs E. J. Martin, of Foxton. The bride, who was given away by her father, looked charming in a dress of cream figured lustre and wore the orthodox veil and coronet of orange blossoms, and carried a shower bouquet. Miss Eileen Lennon acted as bridesmaid, and was daintily attired in a white embroidery dress and carried a shower bouquet. Mr K. Parrie assisted the bridegroom as best man. The bridegroom's present to the bride was a handsome gold neck chain and pendant, and to the bridesmaid a gold brooch. The bride's present to the bridegroom was a set of gold sleeve links. The ceremony was performed by the Rev. T. Coatsworth, and subsequently the guests were entertained by the bride's parents, when the usual toasts were duly honoured. The happy couple left by this morning's train en route for Auckland, where the honeymoon is to be spent. The bride's travelling dress was a cream costume with satin facings and hat to match. xyxy=(168,62,282,406)
christmas-confectionery-body: MISS A. NEWTH has the finest assortment of novelties for the children, including well-filled Stockings, Caskets, Boxes, etc., etc. English and Colonial Confections by the best manufacturers. Cordials and seasonable fruits. Call and inspect the stock before purchasing elsewhere. xyxy=(552,1288,682,1373)
business-notice: A reward is offered for the recovery of a small black index book lost last week. xyxy=(422,374,542,400)
important-notice-body: A DUTCH Auction Sale will be held next to Hennessy's, of a bankrupt stock consisting of: Gentlemen's suit lengths, ladies costume lengths, and an assigned estate of framed pictures, large gold framed and oak pictures, never seen before in Foxton. Auction sale starts on SATURDAY at 2 p.m. xyxy=(552,1166,682,1251)
business-notice: On Saturday next at 2 p.m. a Dutch auction sale of bankrupt stock will be held in premises next to Mr Hennessy's store. Goods are now open for inspection and no reasonable offer refused. A splendid opportunity is afforded to secure bargains. xyxy=(422,401,542,478)
pianos-firm: THE DRESDEN PIANO CO., LTD., WELLINGTON. xyxy=(430,954,534,973)
golder-intro: KNOW where you buy. We are careful buyers of over 40 years experience, and carry a city stock. xyxy=(856,918,1096,936)
admission-terms: Circle and Stalls 1s 6d, pit 1s. Children 6d to any part of the house if accompanied by parents or guardians. Booking for Circle 6d extra. xyxy=(552,237,682,280)
masthead-rule xyxy=(168,33,1098,34)
mantell-address: 27 Main St., - Palmerston N. xyxy=(709,397,811,406)
clausen-body: HAVING made extensive additions to our show room and opened up about 20 tanks, crates and cases from all the leading manufacturers, consisting of: Dinner sets, tea sets, toilet sets, flower pots, vases, cups and saucers, ornaments, electroplated ware and fancy goods, etc. We are now in a position to cater better than ever this year for your Christmas trade. For Christmas presents go to xyxy=(856,731,1096,793)
film-title: "Ava Maria," xyxy=(552,162,597,171)
